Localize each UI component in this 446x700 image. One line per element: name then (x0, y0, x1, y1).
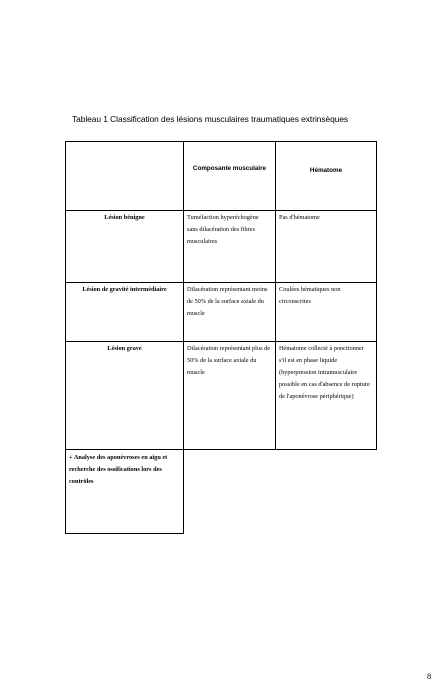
table-header-row (66, 142, 377, 211)
classification-table (65, 141, 377, 534)
table-caption: Tableau 1 Classification des lésions musculaires traumatiques extrinsèques (72, 114, 349, 124)
row-label: Lésion de gravité intermédiaire (66, 283, 184, 342)
row-label: Lésion bénigne (66, 211, 184, 283)
page-number: 8 (427, 671, 432, 681)
row-label: Lésion grave (66, 342, 184, 450)
hematome-cell: Coulées hématiques non circonscrites (276, 283, 377, 342)
note-cell: + Analyse des aponévroses en aigu et recherche des ossifications lors des contrôles (66, 450, 184, 534)
hematome-cell: Pas d'hématome (276, 211, 377, 283)
table-note-row (66, 450, 377, 534)
hematome-cell: Hématome collecté à ponctionner s'il est en phase liquide (hyperpression intramusculaire possible en cas d'absence de rupture de l'aponévrose périphérique) (276, 342, 377, 450)
composante-cell: Dilacération représentant plus de 50% de la surface axiale du muscle (184, 342, 276, 450)
empty-cell (184, 450, 276, 534)
header-empty-cell (66, 142, 184, 211)
table-row (66, 342, 377, 450)
table-row (66, 211, 377, 283)
composante-cell: Tuméfaction hyperéchogène sans dilacération des fibres musculaires (184, 211, 276, 283)
composante-cell: Dilacération représentant moins de 50% de la surface axiale du muscle (184, 283, 276, 342)
empty-cell (276, 450, 377, 534)
table-row (66, 283, 377, 342)
header-composante-musculaire: Composante musculaire (184, 142, 276, 211)
header-hematome: Hématome (276, 142, 377, 211)
